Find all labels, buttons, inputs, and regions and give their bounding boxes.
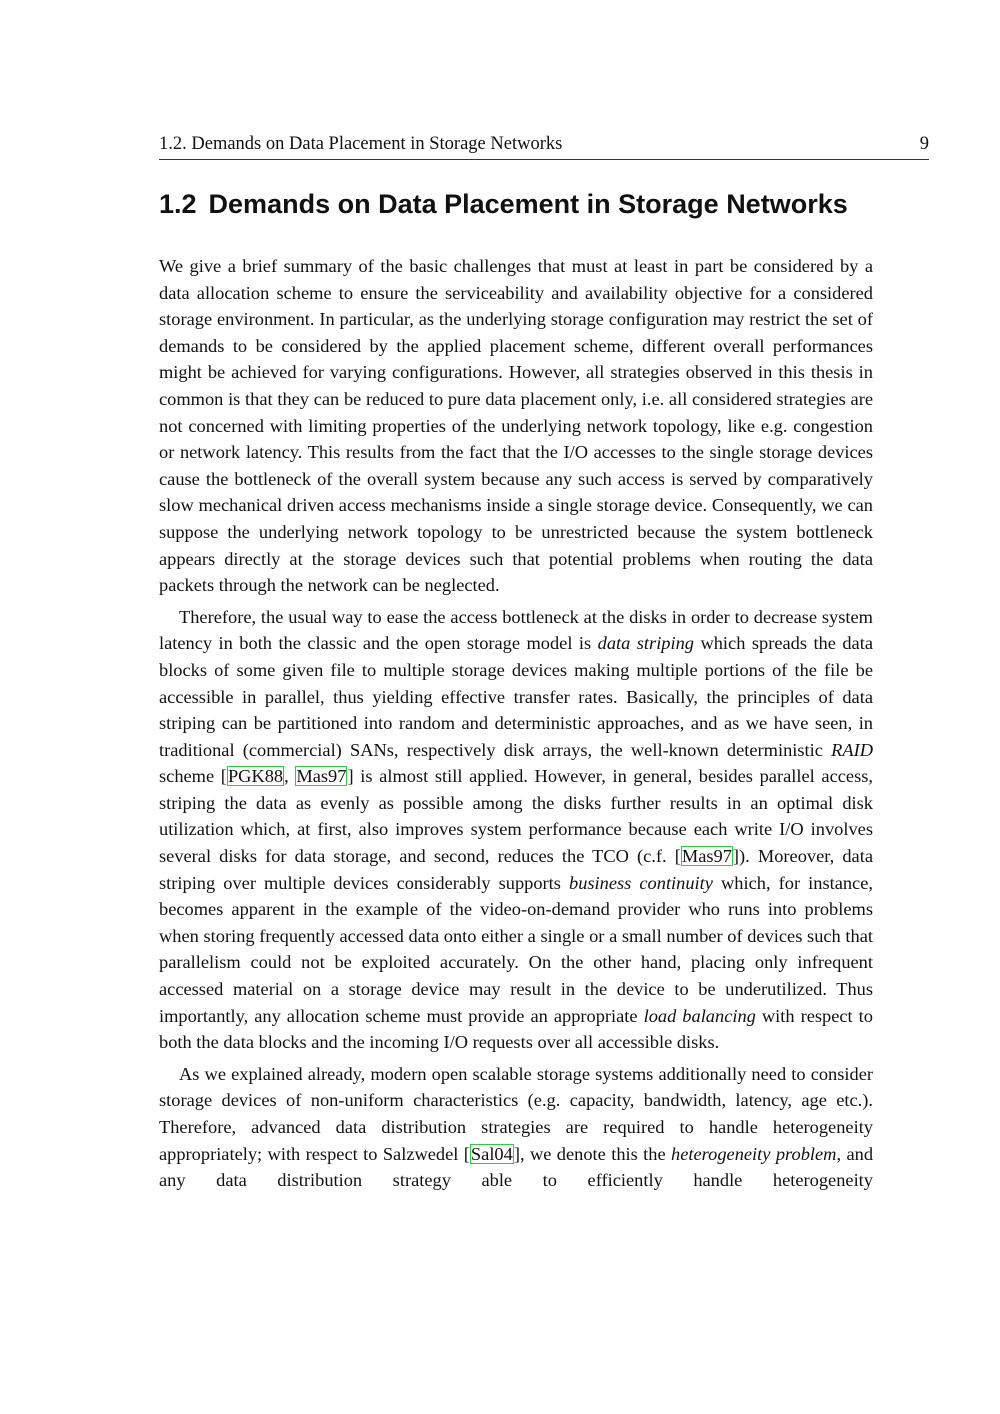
text-run: ] is almost still applied. However, in general, besides parallel access, striping the data as evenly as possible among the disks further results in an optimal disk utilization which, at first, also improves system performance because each write I/O involves several disks for data storage, and second, reduces the TCO (c.f. [ <box>159 766 873 867</box>
text-run: which spreads the data blocks of some given file to multiple storage devices making multiple portions of the file be accessible in parallel, thus yielding effective transfer rates. Basically, the principles of data striping can be partitioned into random and deterministic approaches, and as we have seen, in traditional (commercial) SANs, respectively disk arrays, the well-known deterministic <box>159 633 873 760</box>
text-run: ], we denote this the <box>513 1143 672 1164</box>
text-run: scheme [ <box>159 766 227 787</box>
emphasis-data-striping: data striping <box>597 633 694 654</box>
emphasis-business-continuity: business continuity <box>569 872 713 893</box>
section-heading <box>159 189 848 220</box>
paragraph-3 <box>159 1061 873 1194</box>
paragraph-1: We give a brief summary of the basic challenges that must at least in part be considered by a data allocation scheme to ensure the serviceability and availability objective for a considered storage environment. In particular, as the underlying storage configuration may restrict the set of demands to be considered by the applied placement scheme, different overall performances might be achieved for varying configurations. However, all strategies observed in this thesis in common is that they can be reduced to pure data placement only, i.e. all considered strategies are not concerned with limiting properties of the underlying network topology, like e.g. congestion or network latency. This results from the fact that the I/O accesses to the single storage devices cause the bottleneck of the overall system because any such access is served by comparatively slow mechanical driven access mechanisms inside a single storage device. Consequently, we can suppose the underlying network topology to be unrestricted because the system bottleneck appears directly at the storage devices such that potential problems when routing the data packets through the network can be neglected. <box>159 256 873 596</box>
text-run: , and any data distribution strategy able to efficiently handle heterogeneity <box>159 1143 874 1191</box>
text-run: , <box>284 766 296 787</box>
paragraph-2 <box>159 604 873 1056</box>
emphasis-load-balancing: load balancing <box>643 1005 756 1026</box>
text-run: with respect to both the data blocks and the incoming I/O requests over all accessible disks. <box>159 1005 873 1053</box>
section-title-text: Demands on Data Placement in Storage Networks <box>208 189 848 219</box>
citation-link-mas97[interactable]: Mas97 <box>296 766 347 787</box>
citation-link-sal04[interactable]: Sal04 <box>470 1143 513 1164</box>
page-number: 9 <box>919 134 929 154</box>
running-header-title: 1.2. Demands on Data Placement in Storage Networks <box>159 134 563 154</box>
emphasis-heterogeneity-problem: heterogeneity problem <box>671 1143 837 1164</box>
text-run: As we explained already, modern open scalable storage systems additionally need to consider storage devices of non-uniform characteristics (e.g. capacity, bandwidth, latency, age etc.). Therefore, advanced data distribution strategies are required to handle heterogeneity appropriately; with respect to Salzwedel [ <box>159 1063 873 1164</box>
text-run: ]). Moreover, data striping over multiple devices considerably supports <box>159 846 873 893</box>
text-run: Therefore, the usual way to ease the access bottleneck at the disks in order to decrease system latency in both the classic and the open storage model is <box>159 606 873 654</box>
emphasis-raid: RAID <box>831 739 873 760</box>
section-number: 1.2 <box>159 189 197 219</box>
citation-link-pgk88[interactable]: PGK88 <box>227 766 284 787</box>
body-text <box>159 253 873 1199</box>
text-run: which, for instance, becomes apparent in the example of the video-on-demand provider who runs into problems when storing frequently accessed data onto either a single or a small number of devices such that parallelism could not be exploited accurately. On the other hand, placing only infrequent accessed material on a storage device may result in the device to be underutilized. Thus importantly, any allocation scheme must provide an appropriate <box>159 872 873 1026</box>
citation-link-mas97-2[interactable]: Mas97 <box>681 846 732 867</box>
running-header <box>159 134 929 160</box>
